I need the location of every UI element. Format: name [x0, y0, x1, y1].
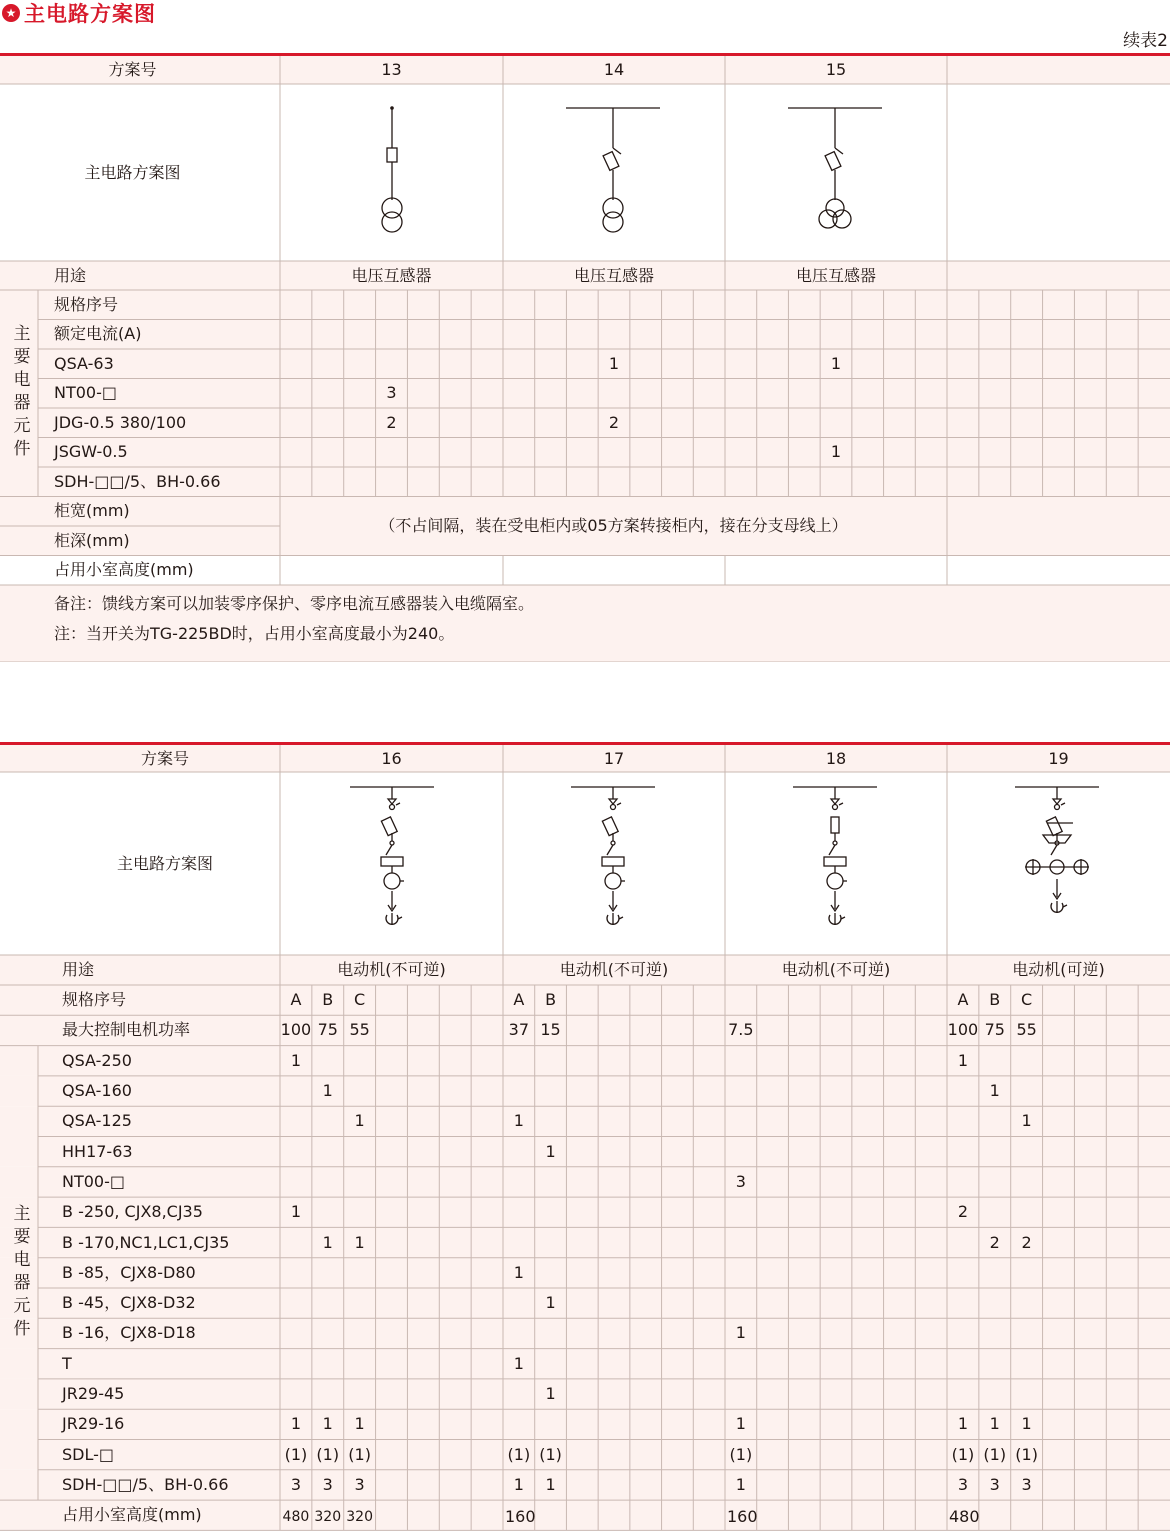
max-power-label: 最大控制电机功率 [62, 1020, 191, 1040]
compartment-height-value: 160 [727, 1507, 758, 1527]
component-label: B -45，CJX8-D32 [62, 1293, 196, 1313]
scheme-number: 13 [381, 60, 402, 79]
component-qty: 1 [354, 1414, 365, 1434]
scheme-table-16-19 [0, 745, 1170, 1532]
compartment-height-value: 160 [505, 1507, 536, 1527]
scheme-number [947, 56, 1170, 84]
max-power-value: 55 [349, 1020, 370, 1040]
component-label: B -85，CJX8-D80 [62, 1262, 196, 1282]
max-power-value: 55 [1016, 1020, 1037, 1040]
compartment-height-value: 320 [346, 1509, 373, 1526]
component-qty: 1 [354, 1111, 365, 1131]
component-qty: 1 [1021, 1414, 1032, 1434]
continued-label: 续表2 [1123, 31, 1168, 51]
component-qty: 3 [386, 383, 397, 403]
component-qty: 1 [513, 1111, 524, 1131]
component-label: SDH-□□/5、BH-0.66 [62, 1474, 229, 1494]
max-power-value: 100 [280, 1020, 312, 1040]
spec-letter: A [957, 990, 969, 1010]
page-title: 主电路方案图 [24, 2, 156, 26]
component-label: NT00-□ [54, 383, 117, 403]
spec-letter: B [989, 990, 1001, 1010]
pt-diagram-14 [566, 108, 660, 232]
component-label: JDG-0.5 380/100 [54, 412, 187, 432]
purpose-value: 电压互感器 [351, 265, 432, 285]
compartment-height-value: 480 [949, 1507, 980, 1527]
component-qty: 1 [322, 1232, 333, 1252]
scheme-number: 19 [1048, 748, 1069, 768]
note: 注：当开关为TG-225BD时，占用小室高度最小为240。 [54, 624, 455, 643]
component-qty: 1 [735, 1474, 746, 1494]
scheme-number: 17 [603, 748, 625, 768]
pt-diagram-13 [382, 106, 402, 232]
remark: 备注：馈线方案可以加装零序保护、零序电流互感器装入电缆隔室。 [54, 594, 535, 613]
component-qty: 1 [830, 442, 842, 462]
cabinet-depth-label: 柜深(mm) [54, 530, 130, 550]
page-header [2, 0, 156, 26]
component-qty: 3 [735, 1171, 746, 1191]
scheme-number: 18 [825, 748, 847, 768]
component-qty: 2 [957, 1202, 969, 1222]
component-qty: 3 [989, 1474, 1000, 1494]
component-qty: 1 [290, 1050, 302, 1070]
components-group-label: 主要电器元件 [9, 1203, 30, 1342]
component-label: SDH-□□/5、BH-0.66 [54, 471, 221, 491]
purpose-value: 电压互感器 [795, 265, 876, 285]
purpose-value: 电动机(可逆) [1012, 960, 1105, 979]
component-qty: 1 [545, 1141, 556, 1161]
component-qty: 1 [545, 1293, 556, 1313]
spec-letter: A [513, 990, 525, 1010]
purpose-label: 用途 [54, 265, 87, 285]
component-qty: 1 [608, 353, 620, 373]
max-power-value: 75 [984, 1020, 1005, 1040]
component-label: QSA-63 [54, 353, 114, 373]
component-qty: 3 [957, 1474, 969, 1494]
motor-diagram-16 [350, 787, 434, 925]
component-qty: (1) [284, 1444, 308, 1464]
component-qty: 1 [735, 1414, 746, 1434]
component-label: QSA-250 [62, 1050, 132, 1070]
motor-diagram-18 [793, 787, 877, 925]
component-label: QSA-125 [62, 1111, 132, 1131]
compartment-height-value: 320 [314, 1509, 342, 1526]
component-label: 额定电流(A) [54, 324, 142, 344]
component-qty: 1 [545, 1384, 556, 1404]
component-qty: (1) [1015, 1444, 1038, 1464]
component-label: B -250, CJX8,CJ35 [62, 1202, 203, 1222]
compartment-height-value: 480 [282, 1509, 310, 1526]
component-qty: (1) [951, 1444, 975, 1464]
purpose-value: 电动机(不可逆) [559, 960, 669, 979]
component-qty: (1) [983, 1444, 1007, 1464]
spec-letter: C [1021, 990, 1033, 1010]
component-qty: 1 [545, 1474, 556, 1494]
component-qty: 1 [354, 1232, 365, 1252]
component-label: B -170,NC1,LC1,CJ35 [62, 1232, 230, 1252]
component-qty: 1 [290, 1414, 302, 1434]
component-qty: (1) [507, 1444, 531, 1464]
component-label: JR29-16 [62, 1414, 125, 1434]
scheme-number: 16 [381, 748, 402, 768]
component-qty: 1 [989, 1081, 1000, 1101]
motor-diagram-17 [571, 787, 655, 925]
purpose-value [947, 261, 1170, 290]
purpose-label: 用途 [62, 960, 95, 979]
scheme-table-13-15 [0, 56, 1170, 662]
component-qty: (1) [729, 1444, 753, 1464]
component-label: NT00-□ [62, 1171, 125, 1191]
component-qty: 1 [830, 353, 842, 373]
component-qty: 1 [1021, 1111, 1032, 1131]
component-label: SDL-□ [62, 1444, 114, 1464]
component-label: JSGW-0.5 [54, 442, 128, 462]
component-qty: 1 [513, 1262, 524, 1282]
component-qty: 2 [989, 1232, 1000, 1252]
pt-diagram-15 [788, 108, 882, 228]
max-power-value: 15 [540, 1020, 561, 1040]
component-qty: 3 [354, 1474, 365, 1494]
components-group-label: 主要电器元件 [9, 324, 30, 463]
max-power-value: 7.5 [728, 1020, 754, 1040]
diagram-row-label: 主电路方案图 [116, 853, 213, 873]
component-qty: 2 [608, 412, 620, 432]
component-qty: 3 [290, 1474, 302, 1494]
component-qty: 3 [322, 1474, 333, 1494]
max-power-value: 100 [947, 1020, 979, 1040]
component-qty: 1 [989, 1414, 1000, 1434]
scheme-number: 14 [603, 60, 625, 79]
component-qty: 1 [513, 1474, 524, 1494]
cabinet-note: （不占间隔，装在受电柜内或05方案转接柜内，接在分支母线上） [379, 516, 848, 535]
component-qty: 1 [290, 1202, 302, 1222]
motor-diagram-19 [1015, 787, 1099, 913]
scheme-number-label: 方案号 [140, 748, 189, 768]
star-badge-icon: ★ [2, 4, 20, 22]
component-qty: 1 [513, 1353, 524, 1373]
purpose-value: 电动机(不可逆) [337, 960, 446, 979]
spec-number-label: 规格序号 [62, 990, 127, 1010]
component-qty: 1 [322, 1081, 333, 1101]
max-power-value: 75 [317, 1020, 338, 1040]
purpose-value: 电压互感器 [573, 265, 654, 285]
component-label: JR29-45 [62, 1384, 125, 1404]
diagram-row-label: 主电路方案图 [84, 162, 181, 182]
compartment-height-label: 占用小室高度(mm) [54, 560, 194, 580]
component-qty: 1 [957, 1414, 969, 1434]
compartment-height-label: 占用小室高度(mm) [62, 1505, 202, 1525]
component-qty: 3 [1021, 1474, 1032, 1494]
purpose-value: 电动机(不可逆) [781, 960, 891, 979]
component-label: T [62, 1353, 72, 1373]
spec-letter: B [322, 990, 334, 1010]
component-qty: (1) [348, 1444, 371, 1464]
scheme-number-label: 方案号 [108, 60, 157, 79]
component-label: B -16，CJX8-D18 [62, 1323, 196, 1343]
component-label: QSA-160 [62, 1081, 132, 1101]
component-qty: 2 [1021, 1232, 1032, 1252]
component-qty: 1 [322, 1414, 333, 1434]
component-label: HH17-63 [62, 1141, 133, 1161]
spec-letter: A [290, 990, 302, 1010]
max-power-value: 37 [508, 1020, 530, 1040]
component-qty: 2 [386, 412, 397, 432]
scheme-number: 15 [825, 60, 847, 79]
spec-letter: C [354, 990, 366, 1010]
cabinet-width-label: 柜宽(mm) [54, 501, 130, 521]
component-qty: 1 [735, 1323, 746, 1343]
component-label: 规格序号 [54, 294, 119, 314]
component-qty: (1) [316, 1444, 340, 1464]
component-qty: 1 [957, 1050, 969, 1070]
spec-letter: B [545, 990, 557, 1010]
component-qty: (1) [539, 1444, 562, 1464]
